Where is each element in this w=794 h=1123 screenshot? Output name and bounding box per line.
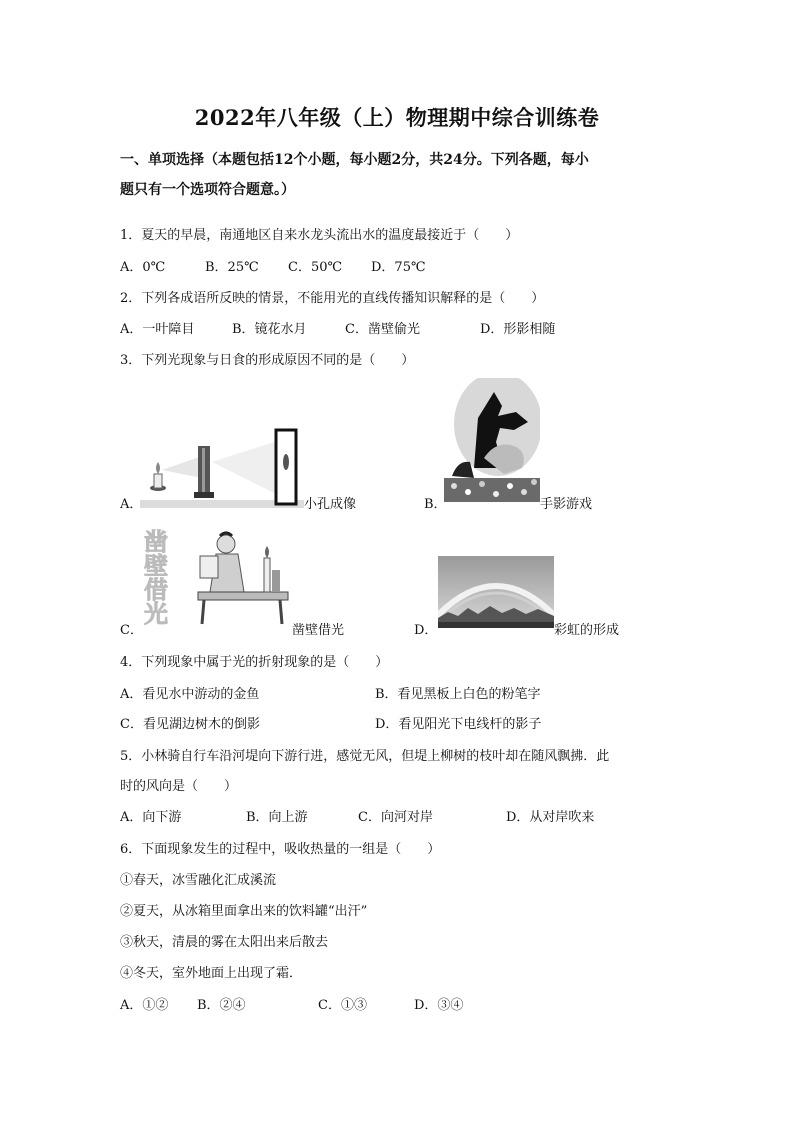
q5-option-a: A．向下游: [120, 810, 182, 825]
q6-statement-1: ①春天，冰雪融化汇成溪流: [120, 873, 277, 888]
q6-statement-3: ③秋天，清晨的雾在太阳出来后散去: [120, 935, 329, 950]
q3-stem: 3．下列光现象与日食的形成原因不同的是（ ）: [120, 353, 415, 368]
q6-option-b: B．②④: [197, 998, 246, 1013]
q3-option-b-caption: 手影游戏: [540, 497, 593, 512]
q6-option-d: D．③④: [414, 998, 464, 1013]
q5-option-d: D．从对岸吹来: [506, 810, 595, 825]
q6-statement-2: ②夏天，从冰箱里面拿出来的饮料罐“出汗”: [120, 904, 368, 919]
q1-option-d: D．75℃: [371, 260, 426, 275]
section-heading-line2: 题只有一个选项符合题意。）: [120, 182, 295, 198]
q5-option-c: C．向河对岸: [358, 810, 433, 825]
chisel-wall-char-3: 借: [144, 576, 168, 604]
q2-option-a: A．一叶障目: [120, 322, 195, 337]
q6-stem: 6．下面现象发生的过程中，吸收热量的一组是（ ）: [120, 842, 441, 857]
hand-shadow-image: [444, 378, 540, 502]
q5-stem-line2: 时的风向是（ ）: [120, 779, 238, 794]
pinhole-image: [140, 418, 304, 508]
q3-option-c-letter: C．: [120, 623, 143, 638]
q3-option-a-letter: A．: [120, 497, 143, 512]
section-heading: [120, 145, 680, 205]
section-heading-line1: 一、单项选择（本题包括12个小题，每小题2分，共24分。下列各题，每小: [120, 152, 589, 168]
q2-option-b: B．镜花水月: [232, 322, 307, 337]
q1-stem: 1．夏天的早晨，南通地区自来水龙头流出水的温度最接近于（ ）: [120, 228, 519, 243]
chisel-wall-char-1: 凿: [144, 528, 168, 556]
rainbow-image: [438, 556, 554, 628]
q6-option-a: A．①②: [120, 998, 169, 1013]
q6-statement-4: ④冬天，室外地面上出现了霜．: [120, 966, 303, 981]
q1-option-a: A．0℃: [120, 260, 166, 275]
q1-option-c: C．50℃: [288, 260, 343, 275]
q4-option-b: B．看见黑板上白色的粉笔字: [375, 687, 541, 702]
q3-option-d-letter: D．: [414, 623, 438, 638]
q2-stem: 2．下列各成语所反映的情景，不能用光的直线传播知识解释的是（ ）: [120, 291, 545, 306]
q3-option-a-caption: 小孔成像: [304, 497, 357, 512]
q3-option-d-caption: 彩虹的形成: [554, 623, 620, 638]
q4-option-a: A．看见水中游动的金鱼: [120, 687, 260, 702]
q4-stem: 4．下列现象中属于光的折射现象的是（ ）: [120, 655, 389, 670]
q1-option-b: B．25℃: [205, 260, 259, 275]
q5-option-b: B．向上游: [246, 810, 308, 825]
chisel-wall-char-2: 壁: [144, 552, 168, 580]
page-title: 2022年八年级（上）物理期中综合训练卷: [194, 105, 600, 130]
q4-option-c: C．看见湖边树木的倒影: [120, 717, 260, 732]
q2-option-d: D．形影相随: [480, 322, 556, 337]
q4-option-d: D．看见阳光下电线杆的影子: [375, 717, 542, 732]
chisel-wall-image: [140, 526, 290, 626]
q2-option-c: C．凿壁偷光: [345, 322, 420, 337]
q5-stem-line1: 5．小林骑自行车沿河堤向下游行进，感觉无风，但堤上柳树的枝叶却在随风飘拂．此: [120, 749, 610, 764]
q3-option-b-letter: B．: [424, 497, 447, 512]
q6-option-c: C．①③: [318, 998, 367, 1013]
q3-option-c-caption: 凿壁借光: [292, 623, 345, 638]
chisel-wall-char-4: 光: [144, 600, 168, 626]
